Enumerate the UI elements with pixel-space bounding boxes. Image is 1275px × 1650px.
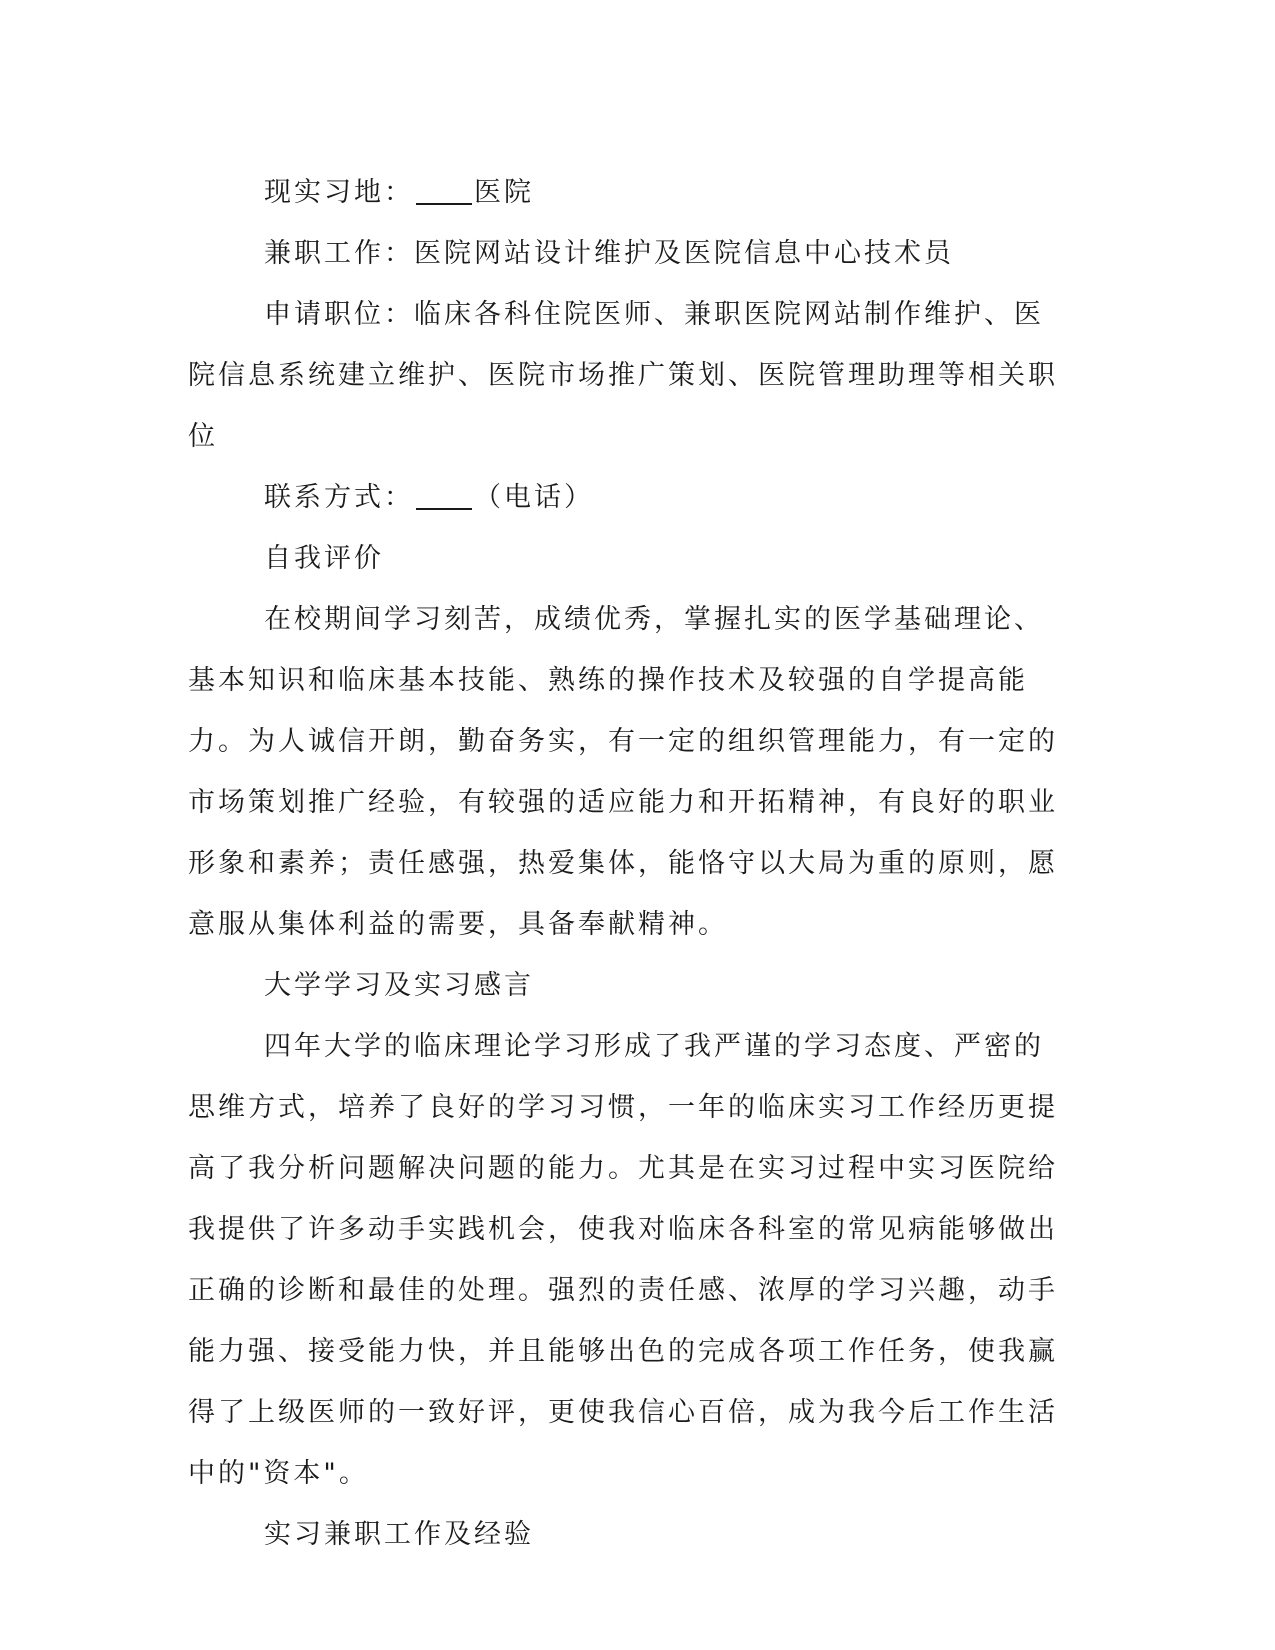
field-applied-position [188, 284, 1068, 467]
field-internship-location [188, 162, 1068, 223]
section-heading-internship-experience: 实习兼职工作及经验 [264, 1519, 534, 1550]
field-suffix: 医院 [474, 177, 534, 208]
fill-blank [416, 201, 472, 205]
field-label: 现实习地： [264, 177, 414, 208]
field-label: 申请职位： [264, 299, 414, 330]
field-value: 医院网站设计维护及医院信息中心技术员 [414, 238, 954, 269]
field-label: 兼职工作： [264, 238, 414, 269]
fill-blank [416, 506, 472, 510]
field-value: 临床各科住院医师、兼职医院网站制作维护、医院信息系统建立维护、医院市场推广策划、医院管理助理等相关职位 [188, 299, 1058, 452]
section-body-study-reflection: 四年大学的临床理论学习形成了我严谨的学习态度、严密的思维方式，培养了良好的学习习惯，一年的临床实习工作经历更提高了我分析问题解决问题的能力。尤其是在实习过程中实习医院给我提供了许多动手实践机会，使我对临床各科室的常见病能够做出正确的诊断和最佳的处理。强烈的责任感、浓厚的学习兴趣，动手能力强、接受能力快，并且能够出色的完成各项工作任务，使我赢得了上级医师的一致好评，更使我信心百倍，成为我今后工作生活中的"资本"。 [188, 1031, 1058, 1489]
field-part-time-job [188, 223, 1068, 284]
section-body-self-evaluation: 在校期间学习刻苦，成绩优秀，掌握扎实的医学基础理论、基本知识和临床基本技能、熟练的操作技术及较强的自学提高能力。为人诚信开朗，勤奋务实，有一定的组织管理能力，有一定的市场策划推广经验，有较强的适应能力和开拓精神，有良好的职业形象和素养；责任感强，热爱集体，能恪守以大局为重的原则，愿意服从集体利益的需要，具备奉献精神。 [188, 604, 1058, 940]
field-contact [188, 467, 1068, 528]
field-suffix: （电话） [474, 482, 594, 513]
document-body [188, 162, 1068, 1565]
section-heading-study-reflection: 大学学习及实习感言 [264, 970, 534, 1001]
field-label: 联系方式： [264, 482, 414, 513]
section-heading-self-evaluation: 自我评价 [264, 543, 384, 574]
